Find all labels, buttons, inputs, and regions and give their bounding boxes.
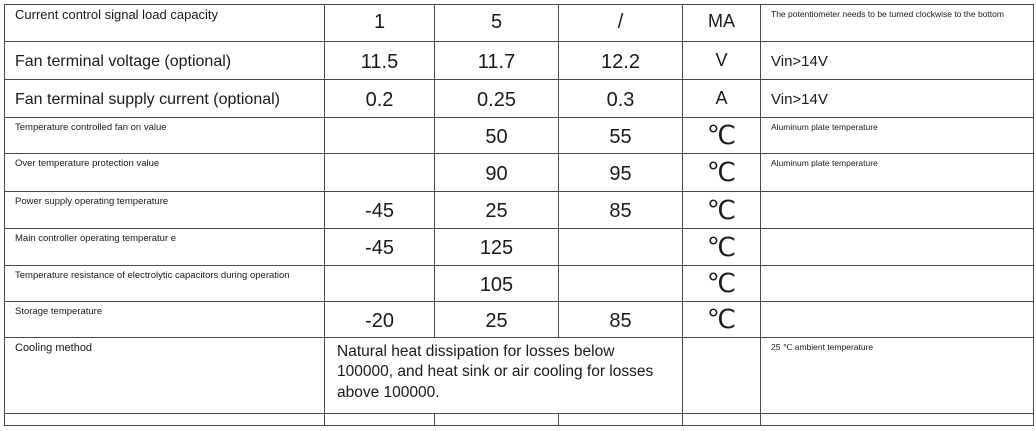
- param-name: Storage temperature: [5, 302, 325, 338]
- unit: V: [683, 42, 761, 80]
- value-min: -20: [325, 302, 435, 338]
- value-typ: 25: [435, 192, 559, 229]
- table-row: [5, 266, 1034, 302]
- value-typ: 90: [435, 154, 559, 192]
- value-typ: 5: [435, 5, 559, 42]
- spec-table: [4, 4, 1034, 426]
- value-typ: 125: [435, 229, 559, 266]
- value-max: 85: [559, 302, 683, 338]
- remark: Vin>14V: [761, 42, 1034, 80]
- param-name: Main controller operating temperatur e: [5, 229, 325, 266]
- param-name: Current control signal load capacity: [5, 5, 325, 42]
- value-min: [325, 266, 435, 302]
- table-row: [5, 80, 1034, 118]
- value-max: [559, 266, 683, 302]
- table-row: [5, 154, 1034, 192]
- unit: ℃: [683, 302, 761, 338]
- remark: Vin>14V: [761, 80, 1034, 118]
- table-row-cooling: [5, 338, 1034, 414]
- table-row: [5, 229, 1034, 266]
- unit: ℃: [683, 229, 761, 266]
- remark: [761, 266, 1034, 302]
- cooling-description: Natural heat dissipation for losses below 100000, and heat sink or air cooling for losses above 100000.: [325, 338, 683, 414]
- value-max: [559, 229, 683, 266]
- remark: 25 ℃ ambient temperature: [761, 338, 1034, 414]
- unit: ℃: [683, 154, 761, 192]
- value-max: 55: [559, 118, 683, 154]
- value-min: [325, 154, 435, 192]
- value-typ: 25: [435, 302, 559, 338]
- remark: [761, 229, 1034, 266]
- value-min: -45: [325, 229, 435, 266]
- table-row: [5, 302, 1034, 338]
- remark: [761, 192, 1034, 229]
- table-row: [5, 118, 1034, 154]
- value-typ: 105: [435, 266, 559, 302]
- value-max: /: [559, 5, 683, 42]
- value-min: 11.5: [325, 42, 435, 80]
- param-name: Fan terminal supply current (optional): [5, 80, 325, 118]
- remark: [761, 302, 1034, 338]
- table-row: [5, 192, 1034, 229]
- param-name: Cooling method: [5, 338, 325, 414]
- remark: Aluminum plate temperature: [761, 118, 1034, 154]
- value-typ: 0.25: [435, 80, 559, 118]
- unit: MA: [683, 5, 761, 42]
- param-name: Power supply operating temperature: [5, 192, 325, 229]
- value-min: 1: [325, 5, 435, 42]
- unit: [683, 338, 761, 414]
- param-name: Over temperature protection value: [5, 154, 325, 192]
- unit: ℃: [683, 192, 761, 229]
- value-max: 0.3: [559, 80, 683, 118]
- value-typ: 11.7: [435, 42, 559, 80]
- value-max: 95: [559, 154, 683, 192]
- value-max: 85: [559, 192, 683, 229]
- table-row: [5, 5, 1034, 42]
- unit: ℃: [683, 266, 761, 302]
- value-min: 0.2: [325, 80, 435, 118]
- value-min: [325, 118, 435, 154]
- table-row: [5, 414, 1034, 426]
- param-name: Temperature controlled fan on value: [5, 118, 325, 154]
- value-min: -45: [325, 192, 435, 229]
- value-max: 12.2: [559, 42, 683, 80]
- unit: A: [683, 80, 761, 118]
- remark: Aluminum plate temperature: [761, 154, 1034, 192]
- remark: The potentiometer needs to be turned clockwise to the bottom: [761, 5, 1034, 42]
- unit: ℃: [683, 118, 761, 154]
- value-typ: 50: [435, 118, 559, 154]
- param-name: Temperature resistance of electrolytic capacitors during operation: [5, 266, 325, 302]
- param-name: Fan terminal voltage (optional): [5, 42, 325, 80]
- table-row: [5, 42, 1034, 80]
